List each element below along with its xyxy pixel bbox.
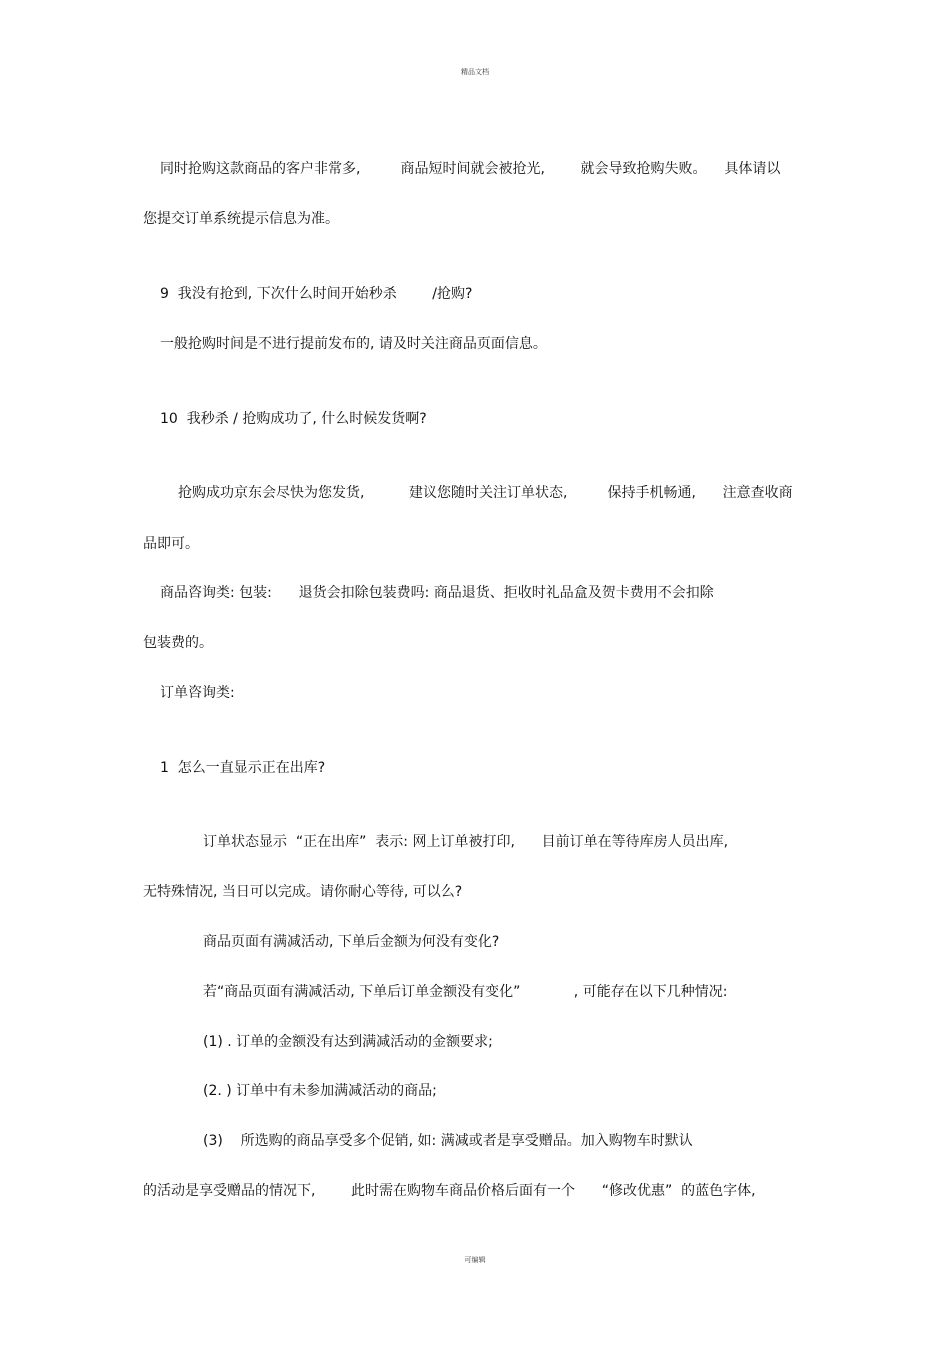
section-heading: 订单咨询类: [160, 685, 235, 701]
page-header: 精品文档 [461, 68, 489, 76]
question-heading: 9 我没有抢到, 下次什么时间开始秒杀 /抢购? [160, 286, 473, 302]
body-line: 抢购成功京东会尽快为您发货, 建议您随时关注订单状态, 保持手机畅通, 注意查收商 [178, 485, 793, 501]
body-line: 若“商品页面有满减活动, 下单后订单金额没有变化” , 可能存在以下几种情况: [203, 984, 728, 1000]
body-line: 您提交订单系统提示信息为准。 [143, 211, 339, 227]
question-heading: 10 我秒杀 / 抢购成功了, 什么时候发货啊? [160, 411, 427, 427]
body-line: 同时抢购这款商品的客户非常多, 商品短时间就会被抢光, 就会导致抢购失败。 具体请以 [160, 161, 781, 177]
body-line: 包装费的。 [143, 635, 213, 651]
body-line: 的活动是享受赠品的情况下, 此时需在购物车商品价格后面有一个 “修改优惠” 的蓝色字体, [143, 1183, 756, 1199]
body-line: 订单状态显示 “正在出库” 表示: 网上订单被打印, 目前订单在等待库房人员出库, [203, 834, 729, 850]
body-line: 无特殊情况, 当日可以完成。请你耐心等待, 可以么? [143, 884, 463, 900]
body-line: 商品咨询类: 包装: 退货会扣除包装费吗: 商品退货、拒收时礼品盒及贺卡费用不会扣除 [160, 585, 714, 601]
list-item: (1) . 订单的金额没有达到满减活动的金额要求; [203, 1034, 493, 1050]
question-heading: 1 怎么一直显示正在出库? [160, 760, 326, 776]
page-footer: 可编辑 [464, 1256, 486, 1264]
list-item: (3) 所选购的商品享受多个促销, 如: 满减或者是享受赠品。加入购物车时默认 [203, 1133, 693, 1149]
body-line: 品即可。 [143, 536, 199, 552]
question-heading: 商品页面有满减活动, 下单后金额为何没有变化? [203, 934, 500, 950]
body-line: 一般抢购时间是不进行提前发布的, 请及时关注商品页面信息。 [160, 336, 547, 352]
list-item: (2. ) 订单中有未参加满减活动的商品; [203, 1083, 437, 1099]
